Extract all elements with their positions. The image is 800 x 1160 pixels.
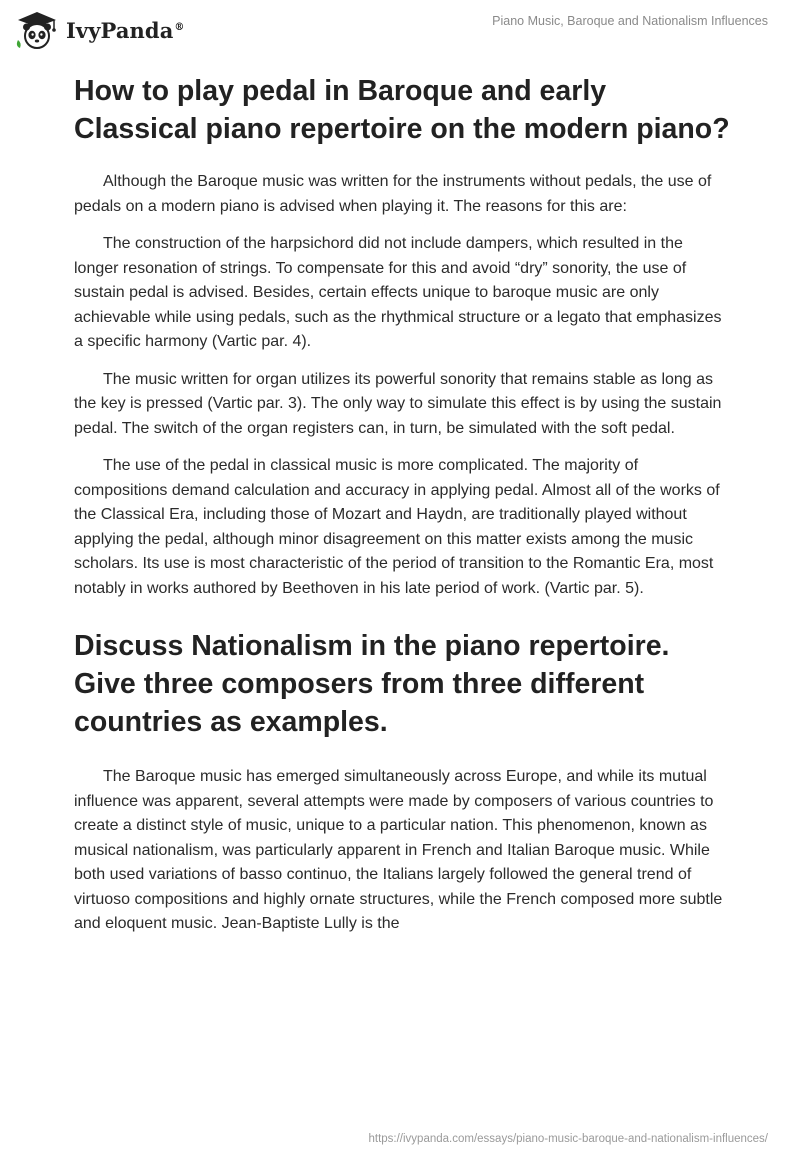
paragraph: Although the Baroque music was written for the instruments without pedals, the use of pedals on a modern piano is advised when playing it. The reasons for this are: <box>74 173 712 215</box>
ivypanda-logo[interactable] <box>14 10 185 50</box>
paragraph: The use of the pedal in classical music is more complicated. The majority of compositions demand calculation and accuracy in applying pedal. Almost all of the works of the Classical Era, including those of Mozart and Haydn, are traditionally played without applying the pedal, although minor disagreement on this matter exists among the music scholars. Its use is most characteristic of the period of transition to the Romantic Era, most notably in works authored by Beethoven in his late period of work. (Vartic par. 5). <box>74 457 720 597</box>
brand-name: IvyPanda® <box>66 17 185 43</box>
essay-body <box>74 72 730 950</box>
section-heading-pedal: How to play pedal in Baroque and early Classical piano repertoire on the modern piano? <box>74 75 730 145</box>
panda-graduation-icon <box>14 10 60 50</box>
document-title: Piano Music, Baroque and Nationalism Influences <box>492 14 768 28</box>
source-url[interactable]: https://ivypanda.com/essays/piano-music-baroque-and-nationalism-influences/ <box>368 1133 768 1145</box>
paragraph: The music written for organ utilizes its powerful sonority that remains stable as long as the key is pressed (Vartic par. 3). The only way to simulate this effect is by using the sustain pedal. The switch of the organ registers can, in turn, be simulated with the soft pedal. <box>74 370 722 437</box>
section-heading-nationalism: Discuss Nationalism in the piano repertoire. Give three composers from three different countries as examples. <box>74 630 670 738</box>
page-header <box>0 0 800 60</box>
paragraph: The Baroque music has emerged simultaneously across Europe, and while its mutual influence was apparent, several attempts were made by composers of various countries to create a distinct style of music, unique to a particular nation. This phenomenon, known as musical nationalism, was particularly apparent in French and Italian Baroque music. While both used variations of basso continuo, the Italians largely followed the general trend of virtuoso compositions and highly ornate structures, while the French composed more subtle and eloquent music. Jean-Baptiste Lully is the <box>74 768 723 932</box>
paragraph: The construction of the harpsichord did not include dampers, which resulted in the longer resonation of strings. To compensate for this and avoid “dry” sonority, the use of sustain pedal is advised. Besides, certain effects unique to baroque music are only achievable while using pedals, such as the rhythmical structure or a legato that emphasizes a specific harmony (Vartic par. 4). <box>74 235 722 350</box>
